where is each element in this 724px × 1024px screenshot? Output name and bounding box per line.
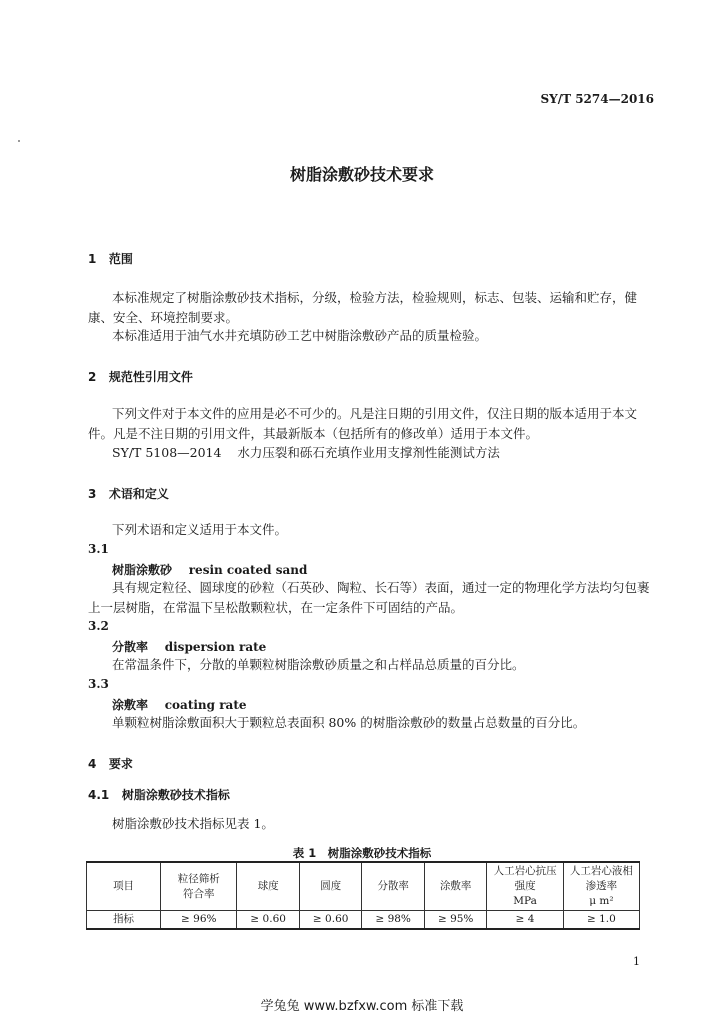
section-title: 术语和定义 (108, 487, 169, 501)
reference-title: 水力压裂和砾石充填作业用支撑剂性能测试方法 (237, 445, 500, 460)
subsection-number: 4.1 (88, 788, 110, 802)
header-cell: 粒径筛析 符合率 (161, 862, 237, 911)
section-3-intro: 下列术语和定义适用于本文件。 (112, 522, 288, 537)
table-caption: 表 1 树脂涂敷砂技术指标 (292, 846, 432, 860)
section-4-paragraph: 树脂涂敷砂技术指标见表 1。 (112, 816, 274, 831)
section-title: 要求 (108, 757, 133, 771)
header-cell: 圆度 (299, 862, 362, 911)
term-3-2-definition: 在常温条件下，分散的单颗粒树脂涂敷砂质量之和占样品总质量的百分比。 (112, 657, 525, 672)
table-header-row (87, 862, 640, 911)
table-cell: ≥ 4 (487, 911, 563, 930)
header-cell: 项目 (87, 862, 161, 911)
page-number: 1 (633, 955, 640, 968)
table-cell: ≥ 95% (424, 911, 487, 930)
term-3-2-name (112, 638, 266, 655)
scan-speck (18, 140, 20, 142)
section-title: 规范性引用文件 (108, 370, 193, 384)
header-cell: 涂敷率 (424, 862, 487, 911)
reference-code: SY/T 5108—2014 (112, 445, 222, 460)
section-number: 2 (88, 370, 97, 384)
section-1-heading (88, 250, 133, 267)
table-cell: ≥ 96% (161, 911, 237, 930)
term-chinese: 涂敷率 (112, 698, 149, 712)
term-3-1-name (112, 561, 307, 578)
term-3-2-number: 3.2 (88, 619, 109, 633)
section-number: 1 (88, 252, 97, 266)
section-title: 范围 (108, 252, 133, 266)
section-number: 4 (88, 757, 97, 771)
term-3-3-number: 3.3 (88, 677, 109, 691)
term-3-1-number: 3.1 (88, 542, 109, 556)
subsection-title: 树脂涂敷砂技术指标 (121, 788, 230, 802)
header-cell: 球度 (237, 862, 300, 911)
standard-number: SY/T 5274—2016 (540, 92, 654, 106)
table-row (87, 911, 640, 930)
spec-table (86, 861, 640, 930)
term-chinese: 树脂涂敷砂 (112, 563, 173, 577)
term-english: resin coated sand (188, 563, 308, 577)
term-english: coating rate (164, 698, 247, 712)
section-3-heading (88, 485, 169, 502)
document-title: 树脂涂敷砂技术要求 (289, 165, 434, 184)
table-cell: 指标 (87, 911, 161, 930)
normative-reference (112, 443, 500, 463)
subsection-4-1-heading (88, 786, 230, 803)
section-1-paragraph-1: 本标准规定了树脂涂敷砂技术指标，分级，检验方法，检验规则，标志、包装、运输和贮存，健康、安全、环境控制要求。 (88, 290, 638, 325)
header-cell: 人工岩心液相 渗透率 μ m² (563, 862, 639, 911)
table-cell: ≥ 98% (362, 911, 425, 930)
footer-watermark: 学兔兔 www.bzfxw.com 标准下载 (260, 999, 464, 1014)
section-4-heading (88, 755, 133, 772)
term-3-1-definition: 具有规定粒径、圆球度的砂粒（石英砂、陶粒、长石等）表面，通过一定的物理化学方法均匀包裹上一层树脂，在常温下呈松散颗粒状，在一定条件下可固结的产品。 (88, 580, 650, 615)
term-chinese: 分散率 (112, 640, 149, 654)
section-1-paragraph-2: 本标准适用于油气水井充填防砂工艺中树脂涂敷砂产品的质量检验。 (112, 328, 488, 343)
term-3-3-definition: 单颗粒树脂涂敷面积大于颗粒总表面积 80% 的树脂涂敷砂的数量占总数量的百分比。 (112, 715, 586, 730)
header-cell: 分散率 (362, 862, 425, 911)
section-2-paragraph: 下列文件对于本文件的应用是必不可少的。凡是注日期的引用文件，仅注日期的版本适用于本文件。凡是不注日期的引用文件，其最新版本（包括所有的修改单）适用于本文件。 (88, 406, 638, 441)
header-cell: 人工岩心抗压 强度 MPa (487, 862, 563, 911)
table-cell: ≥ 0.60 (299, 911, 362, 930)
term-english: dispersion rate (164, 640, 267, 654)
table-cell: ≥ 1.0 (563, 911, 639, 930)
section-2-heading (88, 368, 193, 385)
section-number: 3 (88, 487, 97, 501)
term-3-3-name (112, 696, 247, 713)
table-cell: ≥ 0.60 (237, 911, 300, 930)
